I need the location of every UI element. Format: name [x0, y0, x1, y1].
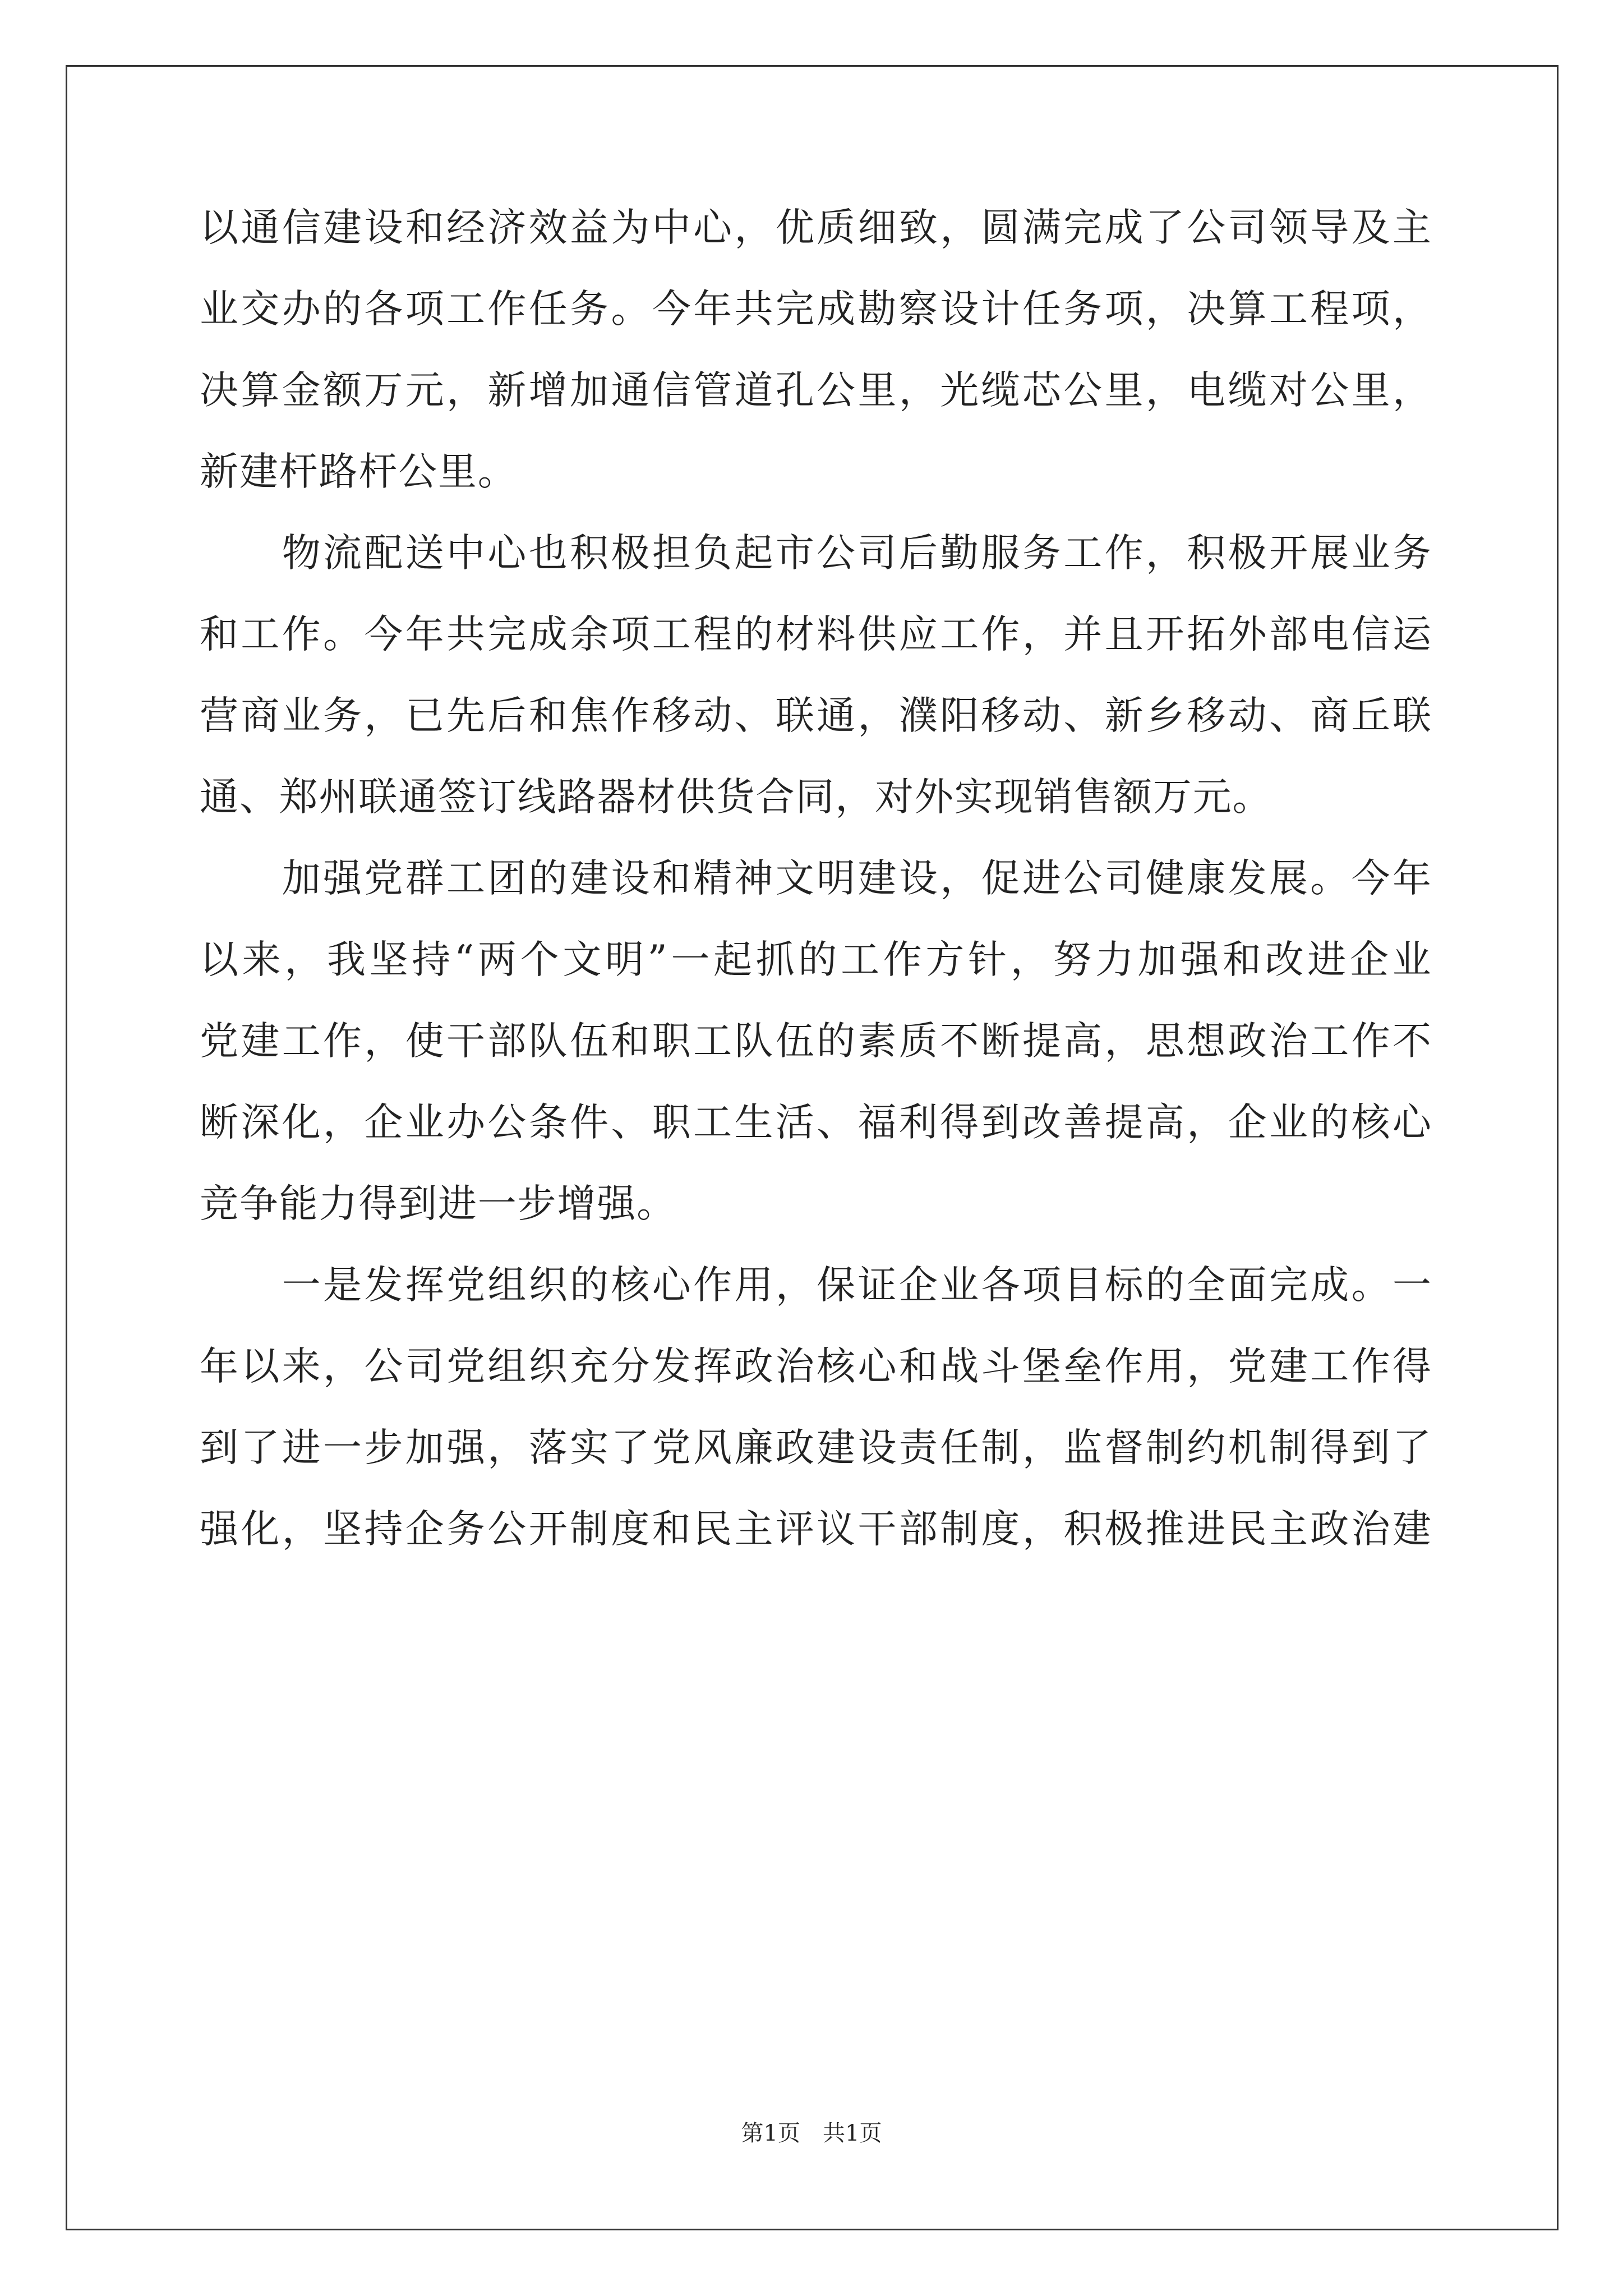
text-line: 断 深 化 ， 企 业 办 公 条 件 、 职 工 生 活 、 福 利 得 到 改 善 提 高 ， 企 业 的 核 心 [200, 1100, 1431, 1145]
text-line: 决 算 金 额 万 元 ， 新 增 加 通 信 管 道 孔 公 里 ， 光 缆 芯 公 里 ， 电 缆 对 公 里 ， [200, 368, 1431, 413]
page-footer: 第1页 共1页 [741, 2120, 882, 2146]
text-line: 以 通 信 建 设 和 经 济 效 益 为 中 心 ， 优 质 细 致 ， 圆 满 完 成 了 公 司 领 导 及 主 [200, 205, 1431, 250]
text-line: 强 化 ， 坚 持 企 务 公 开 制 度 和 民 主 评 议 干 部 制 度 ， 积 极 推 进 民 主 政 治 建 [200, 1507, 1431, 1552]
text-line: 新建杆路杆公里。 [200, 449, 517, 494]
text-line: 年 以 来 ， 公 司 党 组 织 充 分 发 挥 政 治 核 心 和 战 斗 堡 垒 作 用 ， 党 建 工 作 得 [200, 1344, 1431, 1389]
text-line: 通、郑州联通签订线路器材供货合同，对外实现销售额万元。 [200, 775, 1271, 820]
text-line: 营 商 业 务 ， 已 先 后 和 焦 作 移 动 、 联 通 ， 濮 阳 移 动 、 新 乡 移 动 、 商 丘 联 [200, 693, 1431, 738]
text-line: 一 是 发 挥 党 组 织 的 核 心 作 用 ， 保 证 企 业 各 项 目 标 的 全 面 完 成 。 一 [282, 1263, 1431, 1308]
text-line: 加 强 党 群 工 团 的 建 设 和 精 神 文 明 建 设 ， 促 进 公 司 健 康 发 展 。 今 年 [282, 856, 1431, 901]
text-line: 业 交 办 的 各 项 工 作 任 务 。 今 年 共 完 成 勘 察 设 计 任 务 项 ， 决 算 工 程 项 ， [200, 287, 1431, 332]
text-line: 物 流 配 送 中 心 也 积 极 担 负 起 市 公 司 后 勤 服 务 工 作 ， 积 极 开 展 业 务 [282, 531, 1431, 576]
text-line: 竞争能力得到进一步增强。 [200, 1181, 676, 1226]
text-line: 以 来 ， 我 坚 持 “ 两 个 文 明 ” 一 起 抓 的 工 作 方 针 ， 努 力 加 强 和 改 进 企 业 [200, 937, 1431, 982]
text-line: 到 了 进 一 步 加 强 ， 落 实 了 党 风 廉 政 建 设 责 任 制 ， 监 督 制 约 机 制 得 到 了 [200, 1425, 1431, 1470]
text-line: 和 工 作 。 今 年 共 完 成 余 项 工 程 的 材 料 供 应 工 作 ， 并 且 开 拓 外 部 电 信 运 [200, 612, 1431, 657]
text-line: 党 建 工 作 ， 使 干 部 队 伍 和 职 工 队 伍 的 素 质 不 断 提 高 ， 思 想 政 治 工 作 不 [200, 1019, 1431, 1064]
